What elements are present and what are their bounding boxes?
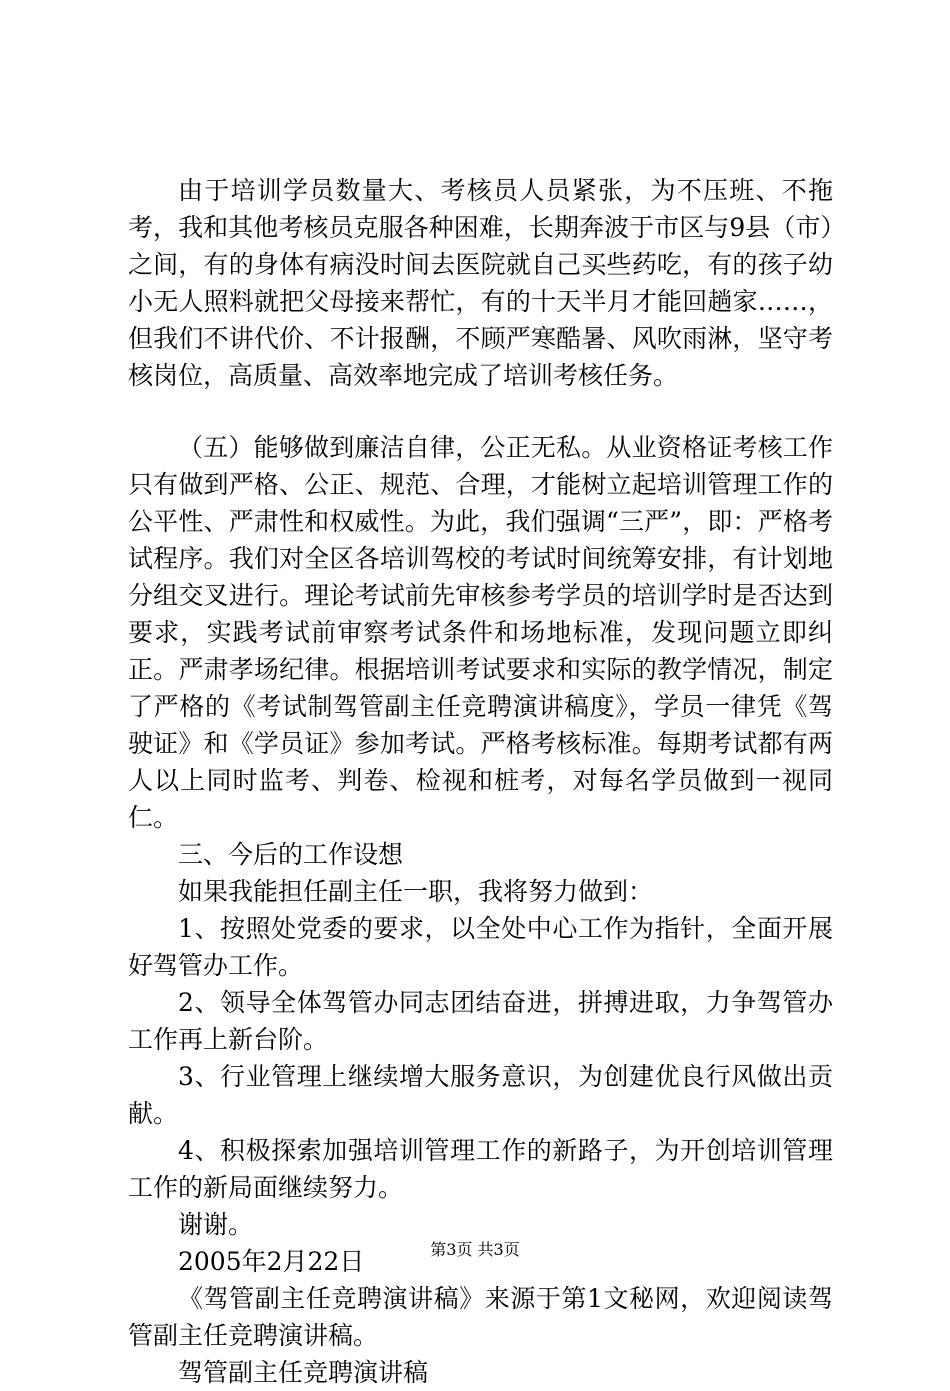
list-item-3: 3、行业管理上继续增大服务意识，为创建优良行风做出贡献。 xyxy=(128,1062,833,1128)
list-item-4: 4、积极探索加强培训管理工作的新路子，为开创培训管理工作的新局面继续努力。 xyxy=(128,1136,833,1202)
list-item-1: 1、按照处党委的要求，以全处中心工作为指针，全面开展好驾管办工作。 xyxy=(128,914,833,980)
paragraph-exam-work: 由于培训学员数量大、考核员人员紧张，为不压班、不拖考，我和其他考核员克服各种困难，长期奔波于市区与9县（市）之间，有的身体有病没时间去医院就自己买些药吃，有的孩子幼小无人照料就把父母接来帮忙，有的十天半月才能回趟家……，但我们不讲代价、不计报酬，不顾严寒酷暑、风吹雨淋，坚守考核岗位，高质量、高效率地完成了培训考核任务。 xyxy=(128,176,833,390)
page-number-footer: 第3页 共3页 xyxy=(430,1240,520,1259)
date-line: 2005年2月22日 xyxy=(178,1247,365,1276)
document-body xyxy=(128,172,833,1391)
document-title-line: 驾管副主任竞聘演讲稿 xyxy=(178,1358,429,1387)
section-heading-future-plans: 三、今后的工作设想 xyxy=(178,840,404,869)
source-note: 《驾管副主任竞聘演讲稿》来源于第1文秘网，欢迎阅读驾管副主任竞聘演讲稿。 xyxy=(128,1284,833,1350)
closing-thanks: 谢谢。 xyxy=(178,1210,254,1239)
paragraph-integrity: （五）能够做到廉洁自律，公正无私。从业资格证考核工作只有做到严格、公正、规范、合理，才能树立起培训管理工作的公平性、严肃性和权威性。为此，我们强调“三严”，即：严格考试程序。我们对全区各培训驾校的考试时间统筹安排，有计划地分组交叉进行。理论考试前先审核参考学员的培训学时是否达到要求，实践考试前审察考试条件和场地标准，发现问题立即纠正。严肃孝场纪律。根据培训考试要求和实际的教学情况，制定了严格的《考试制驾管副主任竞聘演讲稿度》，学员一律凭《驾驶证》和《学员证》参加考试。严格考核标准。每期考试都有两人以上同时监考、判卷、检视和桩考，对每名学员做到一视同仁。 xyxy=(128,433,833,832)
list-item-2: 2、领导全体驾管办同志团结奋进，拼搏进取，力争驾管办工作再上新台阶。 xyxy=(128,988,833,1054)
paragraph-intro-commitment: 如果我能担任副主任一职，我将努力做到： xyxy=(178,877,654,906)
